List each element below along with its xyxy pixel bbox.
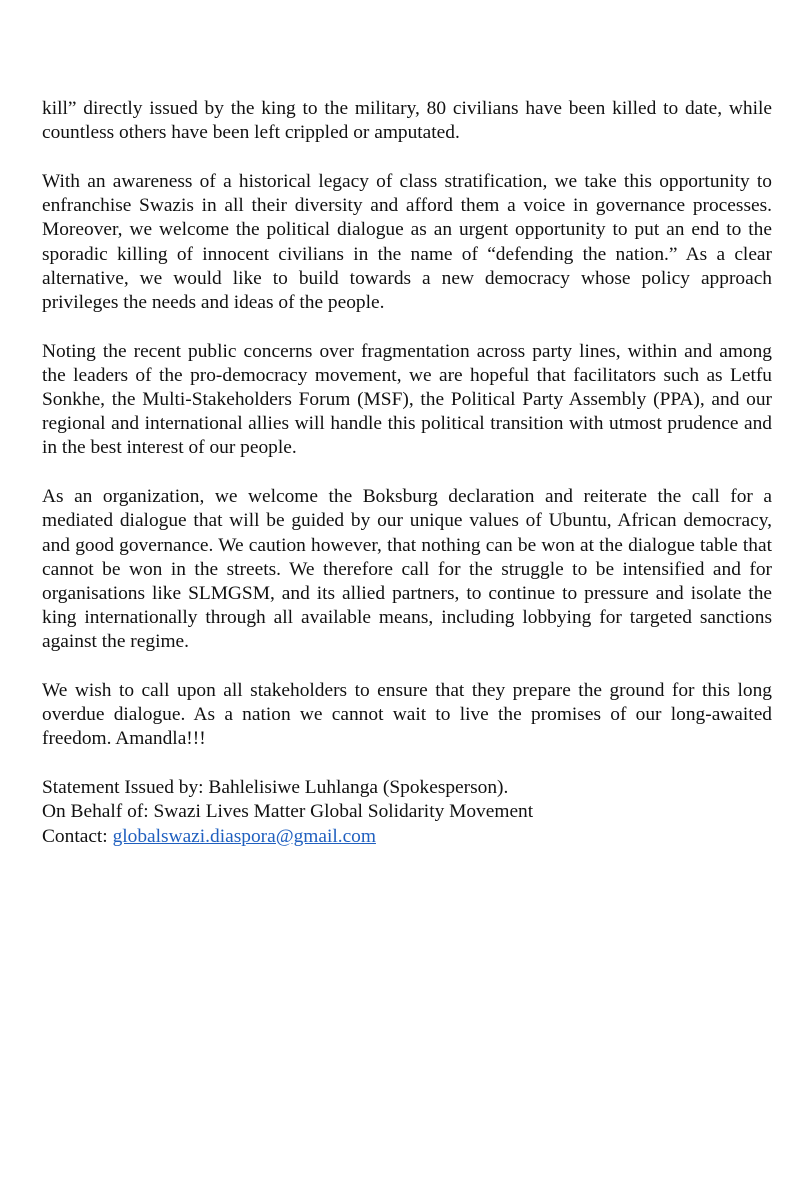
paragraph-enfranchise: With an awareness of a historical legacy of class stratification, we take this opportunity to enfranchise Swazis in all their diversity and afford them a voice in governance processes. Moreover, we welcome the political dialogue as an urgent opportunity to put an end to the sporadic killing of innocent civilians in the name of “defending the nation.” As a clear alternative, we would like to build towards a new democracy whose policy approach privileges the needs and ideas of the people. [42, 170, 772, 313]
paragraph-killings: kill” directly issued by the king to the military, 80 civilians have been killed to date, while countless others have been left crippled or amputated. [42, 98, 772, 144]
contact-label: Contact: [42, 825, 108, 847]
paragraph-fragmentation: Noting the recent public concerns over fragmentation across party lines, within and among the leaders of the pro-democracy movement, we are hopeful that facilitators such as Letfu Sonkhe, the Multi-Stakeholders Forum (MSF), the Political Party Assembly (PPA), and our regional and international allies will handle this political transition with utmost prudence and in the best interest of our people. [42, 340, 772, 459]
issued-by-line: Statement Issued by: Bahlelisiwe Luhlanga (Spokesperson). [42, 777, 509, 799]
signature-block [42, 776, 772, 849]
contact-email-link[interactable]: globalswazi.diaspora@gmail.com [112, 825, 376, 847]
statement-document [42, 97, 772, 849]
on-behalf-line: On Behalf of: Swazi Lives Matter Global Solidarity Movement [42, 801, 534, 823]
paragraph-call-to-stakeholders: We wish to call upon all stakeholders to ensure that they prepare the ground for this long overdue dialogue. As a nation we cannot wait to live the promises of our long-awaited freedom. Amandla!!! [42, 680, 772, 750]
paragraph-boksburg-declaration: As an organization, we welcome the Boksburg declaration and reiterate the call for a mediated dialogue that will be guided by our unique values of Ubuntu, African democracy, and good governance. We caution however, that nothing can be won at the dialogue table that cannot be won in the streets. We therefore call for the struggle to be intensified and for organisations like SLMGSM, and its allied partners, to continue to pressure and isolate the king internationally through all available means, including lobbying for targeted sanctions against the regime. [42, 486, 772, 653]
contact-line [42, 825, 772, 849]
